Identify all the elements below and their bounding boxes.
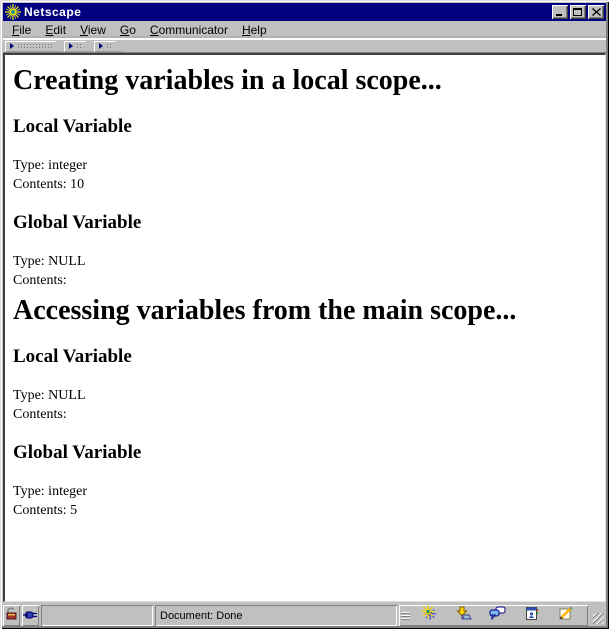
page-heading-main-scope: Accessing variables from the main scope... (13, 295, 517, 326)
security-lock-icon (5, 607, 18, 625)
expand-arrow-icon (99, 43, 103, 49)
contents-line: Contents: (13, 407, 67, 422)
minimize-icon (555, 8, 565, 17)
variable-info-4 (13, 482, 597, 520)
expand-arrow-icon (10, 43, 14, 49)
online-status-button[interactable] (22, 605, 39, 626)
contents-line: Contents: (13, 273, 67, 288)
contents-line: Contents: 10 (13, 177, 85, 192)
address-book-button[interactable] (514, 607, 548, 625)
type-line: Type: NULL (13, 254, 86, 269)
toolbar-grip-dots (17, 43, 53, 49)
composer-button[interactable] (548, 607, 582, 625)
close-icon (592, 8, 601, 16)
status-text: Document: Done (160, 609, 243, 622)
menu-view[interactable]: View (80, 22, 106, 37)
subheading-global-variable-1: Global Variable (13, 212, 142, 233)
browser-viewport (3, 53, 606, 602)
personal-toolbar-collapsed-tab[interactable] (94, 41, 123, 52)
location-toolbar-collapsed-tab[interactable] (64, 41, 93, 52)
composer-icon (557, 606, 574, 626)
expand-arrow-icon (69, 43, 73, 49)
component-bar (399, 605, 588, 626)
contents-line: Contents: 5 (13, 503, 78, 518)
menu-help[interactable]: Help (241, 22, 267, 37)
maximize-icon (573, 8, 583, 17)
discussions-icon (489, 606, 506, 625)
security-button[interactable] (3, 605, 20, 626)
resize-grip[interactable] (590, 605, 606, 626)
titlebar[interactable] (3, 3, 606, 21)
menubar (3, 21, 606, 40)
progress-bar (41, 605, 153, 626)
subheading-local-variable-1: Local Variable (13, 116, 132, 137)
subheading-global-variable-2: Global Variable (13, 442, 142, 463)
collapsed-toolbar-strip (3, 40, 606, 53)
menu-file[interactable]: File (12, 22, 32, 37)
close-button[interactable] (588, 5, 604, 19)
type-line: Type: integer (13, 158, 88, 173)
type-line: Type: NULL (13, 388, 86, 403)
window-title: Netscape (24, 5, 82, 19)
navigator-button[interactable] (412, 607, 446, 625)
address-book-icon (524, 606, 539, 626)
variable-info-1 (13, 156, 597, 194)
inbox-button[interactable] (446, 607, 480, 625)
discussions-button[interactable] (480, 607, 514, 625)
variable-info-3 (13, 386, 597, 424)
page-heading-local-scope: Creating variables in a local scope... (13, 65, 442, 96)
menu-edit[interactable]: Edit (45, 22, 67, 37)
minimize-button[interactable] (552, 5, 568, 19)
menu-communicator[interactable]: Communicator (149, 22, 228, 37)
statusbar (3, 602, 606, 626)
inbox-icon (455, 606, 472, 626)
maximize-button[interactable] (570, 5, 586, 19)
status-message (155, 605, 397, 626)
toolbar-grip-dots (106, 43, 113, 49)
variable-info-2 (13, 252, 597, 290)
resize-grip-lines (593, 613, 604, 624)
window-controls (552, 5, 604, 19)
type-line: Type: integer (13, 484, 88, 499)
online-plug-icon (23, 607, 38, 625)
toolbar-grip-dots (76, 43, 83, 49)
component-bar-grip[interactable] (401, 609, 410, 623)
navigator-starburst-icon (420, 605, 438, 626)
netscape-logo-icon (5, 4, 21, 20)
navigation-toolbar-collapsed-tab[interactable] (5, 41, 63, 52)
subheading-local-variable-2: Local Variable (13, 346, 132, 367)
menu-go[interactable]: Go (119, 22, 136, 37)
